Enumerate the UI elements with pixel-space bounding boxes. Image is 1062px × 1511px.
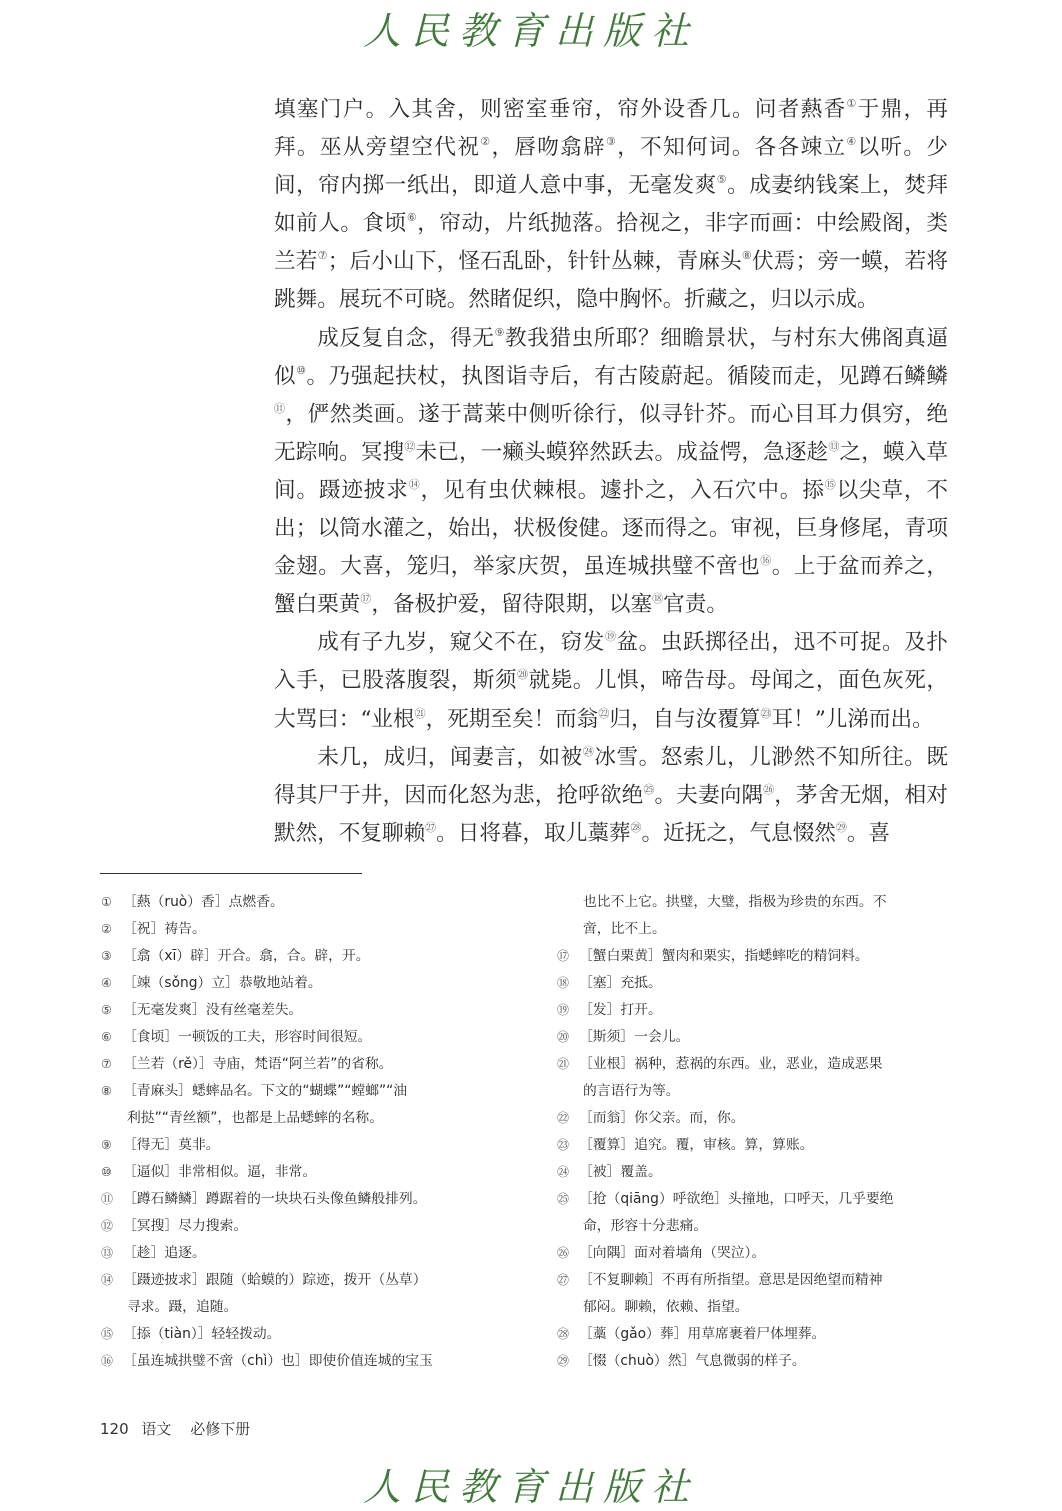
footnote-text: ［爇（ruò）香］点燃香。 — [123, 894, 284, 910]
text-run: ，死期至矣！而翁 — [425, 706, 599, 732]
footnote-text: 利挞”“青丝额”，也都是上品蟋蟀的名称。 — [127, 1110, 383, 1126]
footnote-item — [557, 1051, 949, 1078]
text-run: 之，蟆入草间。蹑迹披求 — [274, 439, 948, 503]
text-run: ，不知何词。各各竦立 — [617, 135, 847, 161]
footnote-text: ［而翁］你父亲。而，你。 — [579, 1110, 745, 1126]
footnote-item — [101, 1105, 501, 1132]
footnote-number: ㉑ — [557, 1057, 570, 1071]
footnote-number: ⑯ — [101, 1354, 114, 1368]
footnote-item — [101, 997, 501, 1024]
footnote-ref: ③ — [606, 135, 618, 149]
footnote-text: ［得无］莫非。 — [123, 1137, 220, 1153]
footnote-number: ③ — [101, 949, 112, 963]
footnote-item — [101, 1078, 501, 1105]
footnote-ref: ⑤ — [716, 173, 728, 187]
footnote-item — [101, 1321, 501, 1348]
footnote-text: ［向隅］面对着墙角（哭泣）。 — [579, 1245, 766, 1261]
footnote-item — [101, 1132, 501, 1159]
footnote-number: ⑫ — [101, 1219, 114, 1233]
text-run: 教我猎虫所耶？细瞻景状，与村东大佛阁真逼似 — [274, 325, 948, 389]
footnote-text: ［不复聊赖］不再有所指望。意思是因绝望而精神 — [579, 1272, 883, 1288]
paragraph-2 — [274, 320, 948, 625]
footnote-ref: ⑱ — [652, 592, 664, 606]
footnote-ref: ④ — [846, 135, 858, 149]
text-run: 以听。少间，帘内掷一纸出，即道人意中事，无毫发爽 — [274, 135, 948, 199]
text-run: ，备极护爱，留待限期，以塞 — [371, 592, 653, 618]
text-run: 。近抚之，气息惙然 — [641, 820, 836, 846]
text-run: 。成妻纳钱案上，焚拜如前人。食顷 — [274, 173, 948, 237]
footnote-number: ㉕ — [557, 1192, 570, 1206]
text-run: 伏焉；旁一蟆，若将跳舞。展玩不可晓。然睹促织，隐中胸怀。折藏之，归以示成。 — [274, 249, 948, 313]
text-run: 。夫妻向隅 — [654, 782, 764, 808]
footnote-text: ［青麻头］蟋蟀品名。下文的“蝴蝶”“螳螂”“油 — [123, 1083, 408, 1099]
footnote-ref: ⑩ — [296, 363, 307, 377]
footnote-number: ⑮ — [101, 1327, 114, 1341]
footnote-text: ［抢（qiāng）呼欲绝］头撞地，口呼天，几乎要绝 — [579, 1191, 894, 1207]
footnote-text: 啻，比不上。 — [583, 921, 666, 937]
footnote-item — [557, 1159, 949, 1186]
text-run: 。上于盆而养之，蟹白栗黄 — [274, 554, 948, 618]
text-run: 于鼎，再拜。巫从旁望空代祝 — [274, 97, 948, 161]
footnote-item — [557, 1321, 949, 1348]
footnote-text: ［发］打开。 — [579, 1002, 662, 1018]
footnote-text: 命，形容十分悲痛。 — [583, 1218, 708, 1234]
page-footer — [100, 1418, 250, 1439]
footnote-item — [101, 1159, 501, 1186]
footnote-number: ⑳ — [557, 1030, 570, 1044]
footnote-ref: ① — [846, 97, 858, 110]
footnote-item — [101, 1294, 501, 1321]
footnote-item — [557, 943, 949, 970]
footnote-number: ⑲ — [557, 1003, 570, 1017]
footnote-ref: ㉘ — [630, 820, 642, 834]
text-run: 耳！”儿涕而出。 — [771, 706, 934, 732]
footnote-number: ㉙ — [557, 1354, 570, 1368]
paragraph-3 — [274, 624, 948, 738]
text-run: ，唇吻翕辟 — [491, 135, 607, 161]
footnote-number: ⑤ — [101, 1003, 112, 1017]
text-run: 成有子九岁，窥父不在，窃发 — [317, 630, 605, 656]
text-run: 未几，成归，闻妻言，如被 — [317, 744, 583, 770]
footnote-number: ⑥ — [101, 1030, 112, 1044]
footnote-ref: ㉑ — [414, 706, 426, 720]
footnote-number: ⑱ — [557, 976, 570, 990]
footnote-ref: ㉓ — [760, 706, 772, 720]
text-run: 填塞门户。入其舍，则密室垂帘，帘外设香几。问者爇香 — [274, 97, 847, 122]
footnote-number: ② — [101, 922, 112, 936]
footnote-text: 郁闷。聊赖，依赖、指望。 — [583, 1299, 749, 1315]
footnote-item — [101, 1024, 501, 1051]
page-number: 120 — [100, 1420, 129, 1438]
footnote-text: ［藁（gǎo）葬］用草席裹着尸体埋葬。 — [579, 1326, 826, 1342]
text-run: 盆。虫跃掷径出，迅不可捉。及扑入手，已股落腹裂，斯须 — [274, 630, 948, 694]
text-run: 未已，一癞头蟆猝然跃去。成益愕，急逐趁 — [415, 439, 829, 465]
text-run: ，帘动，片纸抛落。拾视之，非字而画：中绘殿阁，类兰若 — [274, 211, 948, 275]
text-run: 成反复自念，得无 — [317, 325, 495, 351]
footnote-text: ［翕（xī）辟］开合。翕，合。辟，开。 — [123, 948, 370, 964]
footnote-item — [557, 970, 949, 997]
footnote-divider — [100, 873, 362, 874]
footnote-item — [101, 916, 501, 943]
footnote-text: ［蟹白栗黄］蟹肉和栗实，指蟋蟀吃的精饲料。 — [579, 948, 869, 964]
footnote-text: ［覆算］追究。覆，审核。算，算账。 — [579, 1137, 814, 1153]
subject-label: 语文 — [141, 1420, 172, 1438]
footnote-item — [101, 943, 501, 970]
footnote-item — [557, 889, 949, 916]
footnote-ref: ⑪ — [274, 401, 286, 415]
text-run: ，俨然类画。遂于蒿莱中侧听徐行，似寻针芥。而心目耳力俱穷，绝无踪响。冥搜 — [274, 401, 948, 465]
footnote-item — [557, 1267, 949, 1294]
footnote-text: ［掭（tiàn）］轻轻拨动。 — [123, 1326, 281, 1342]
text-run: 归，自与汝覆算 — [609, 706, 761, 732]
footnote-ref: ㉖ — [763, 782, 775, 796]
footnote-item — [557, 1240, 949, 1267]
footnote-text: ［虽连城拱璧不啻（chì）也］即使价值连城的宝玉 — [123, 1353, 433, 1369]
footnote-text: ［塞］充抵。 — [579, 975, 662, 991]
footnote-text: ［竦（sǒng）立］恭敬地站着。 — [123, 975, 322, 991]
footnote-ref: ⑯ — [760, 554, 772, 568]
text-run: 。喜 — [846, 820, 891, 846]
footnote-text: ［冥搜］尽力搜索。 — [123, 1218, 248, 1234]
footnote-ref: ⑭ — [408, 477, 421, 491]
footnote-item — [557, 1105, 949, 1132]
footnote-item — [557, 1294, 949, 1321]
footnotes-left-column — [101, 889, 501, 1375]
footnote-ref: ㉔ — [582, 744, 595, 758]
footnote-number: ㉖ — [557, 1246, 570, 1260]
footnote-number: ④ — [101, 976, 112, 990]
footnote-text: ［蹲石鳞鳞］蹲踞着的一块块石头像鱼鳞般排列。 — [123, 1191, 427, 1207]
footnote-item — [557, 1348, 949, 1375]
footnote-item — [101, 1213, 501, 1240]
footnote-ref: ⑫ — [404, 439, 416, 453]
footnote-ref: ② — [480, 135, 492, 149]
footnote-item — [101, 1348, 501, 1375]
footnote-text: ［无毫发爽］没有丝毫差失。 — [123, 1002, 303, 1018]
footnote-ref: ㉙ — [835, 820, 847, 834]
footnote-item — [101, 1267, 501, 1294]
publisher-watermark-bottom: 人民教育出版社 — [362, 1465, 699, 1509]
footnote-text: ［业根］祸种，惹祸的东西。业，恶业，造成恶果 — [579, 1056, 883, 1072]
footnote-item — [557, 1186, 949, 1213]
main-text — [274, 91, 948, 853]
footnote-item — [557, 1213, 949, 1240]
footnote-item — [101, 1186, 501, 1213]
footnote-number: ⑭ — [101, 1273, 114, 1287]
text-run: 。乃强起扶杖，执图诣寺后，有古陵蔚起。循陵而走，见蹲石鳞鳞 — [306, 363, 948, 389]
footnote-text: ［趁］追逐。 — [123, 1245, 206, 1261]
footnote-item — [101, 970, 501, 997]
footnote-number: ㉔ — [557, 1165, 570, 1179]
footnote-number: ㉘ — [557, 1327, 570, 1341]
footnote-ref: ⑳ — [517, 668, 529, 682]
text-run: 冰雪。怒索儿，儿渺然不知所往。既得其尸于井，因而化怒为悲，抢呼欲绝 — [274, 744, 948, 808]
footnote-number: ⑧ — [101, 1084, 112, 1098]
footnote-ref: ㉒ — [598, 706, 610, 720]
footnote-ref: ⑰ — [360, 592, 372, 606]
footnote-ref: ⑲ — [604, 630, 617, 644]
footnote-number: ① — [101, 895, 112, 909]
footnotes-right-column — [557, 889, 949, 1375]
footnote-ref: ㉗ — [425, 820, 437, 834]
footnote-item — [557, 1078, 949, 1105]
paragraph-4 — [274, 739, 948, 853]
footnote-ref: ⑨ — [494, 325, 506, 339]
footnote-text: 也比不上它。拱璧，大璧，指极为珍贵的东西。不 — [583, 894, 887, 910]
footnote-text: ［蹑迹披求］跟随（蛤蟆的）踪迹，拨开（丛草） — [123, 1272, 427, 1288]
footnote-number: ⑬ — [101, 1246, 114, 1260]
footnote-ref: ㉕ — [643, 782, 655, 796]
footnote-text: ［逼似］非常相似。逼，非常。 — [123, 1164, 317, 1180]
footnote-text: ［兰若（rě）］寺庙，梵语“阿兰若”的省称。 — [123, 1056, 393, 1072]
paragraph-1 — [274, 91, 948, 320]
footnote-text: ［食顷］一顿饭的工夫，形容时间很短。 — [123, 1029, 372, 1045]
text-run: 就毙。儿惧，啼告母。母闻之，面色灰死，大骂曰：“业根 — [274, 668, 948, 732]
text-run: 以尖草，不出；以筒水灌之，始出，状极俊健。逐而得之。审视，巨身修尾，青项金翅。大喜，笼归，举家庆贺，虽连城拱璧不啻也 — [274, 477, 948, 580]
footnote-text: ［斯须］一会儿。 — [579, 1029, 690, 1045]
footnote-ref: ⑧ — [741, 249, 752, 263]
footnote-number: ⑦ — [101, 1057, 112, 1071]
footnote-text: ［惙（chuò）然］气息微弱的样子。 — [579, 1353, 806, 1369]
footnote-number: ㉒ — [557, 1111, 570, 1125]
footnote-text: ［被］覆盖。 — [579, 1164, 662, 1180]
footnote-number: ⑨ — [101, 1138, 112, 1152]
footnote-number: ㉓ — [557, 1138, 570, 1152]
text-run: 官责。 — [663, 592, 728, 618]
footnote-number: ㉗ — [557, 1273, 570, 1287]
footnote-item — [101, 889, 501, 916]
footnote-ref: ⑥ — [406, 211, 418, 225]
footnote-number: ⑪ — [101, 1192, 114, 1206]
book-label: 必修下册 — [190, 1420, 251, 1438]
footnote-text: 寻求。蹑，追随。 — [127, 1299, 238, 1315]
publisher-watermark-top: 人民教育出版社 — [362, 9, 699, 53]
footnote-item — [557, 916, 949, 943]
footnote-number: ⑩ — [101, 1165, 112, 1179]
text-run: ，见有虫伏棘根。遽扑之，入石穴中。掭 — [420, 477, 825, 503]
footnote-item — [557, 997, 949, 1024]
text-run: 。日将暮，取儿藁葬 — [436, 820, 631, 846]
footnote-ref: ⑦ — [317, 249, 328, 263]
footnote-number: ⑰ — [557, 949, 570, 963]
footnote-item — [101, 1240, 501, 1267]
text-run: ，茅舍无烟，相对默然，不复聊赖 — [274, 782, 948, 846]
footnote-ref: ⑮ — [824, 477, 837, 491]
text-run: ；后小山下，怪石乱卧，针针丛棘，青麻头 — [327, 249, 742, 275]
footnote-item — [101, 1051, 501, 1078]
footnote-item — [557, 1132, 949, 1159]
footnote-ref: ⑬ — [828, 439, 840, 453]
footnote-text: 的言语行为等。 — [583, 1083, 680, 1099]
footnote-text: ［祝］祷告。 — [123, 921, 206, 937]
footnote-item — [557, 1024, 949, 1051]
